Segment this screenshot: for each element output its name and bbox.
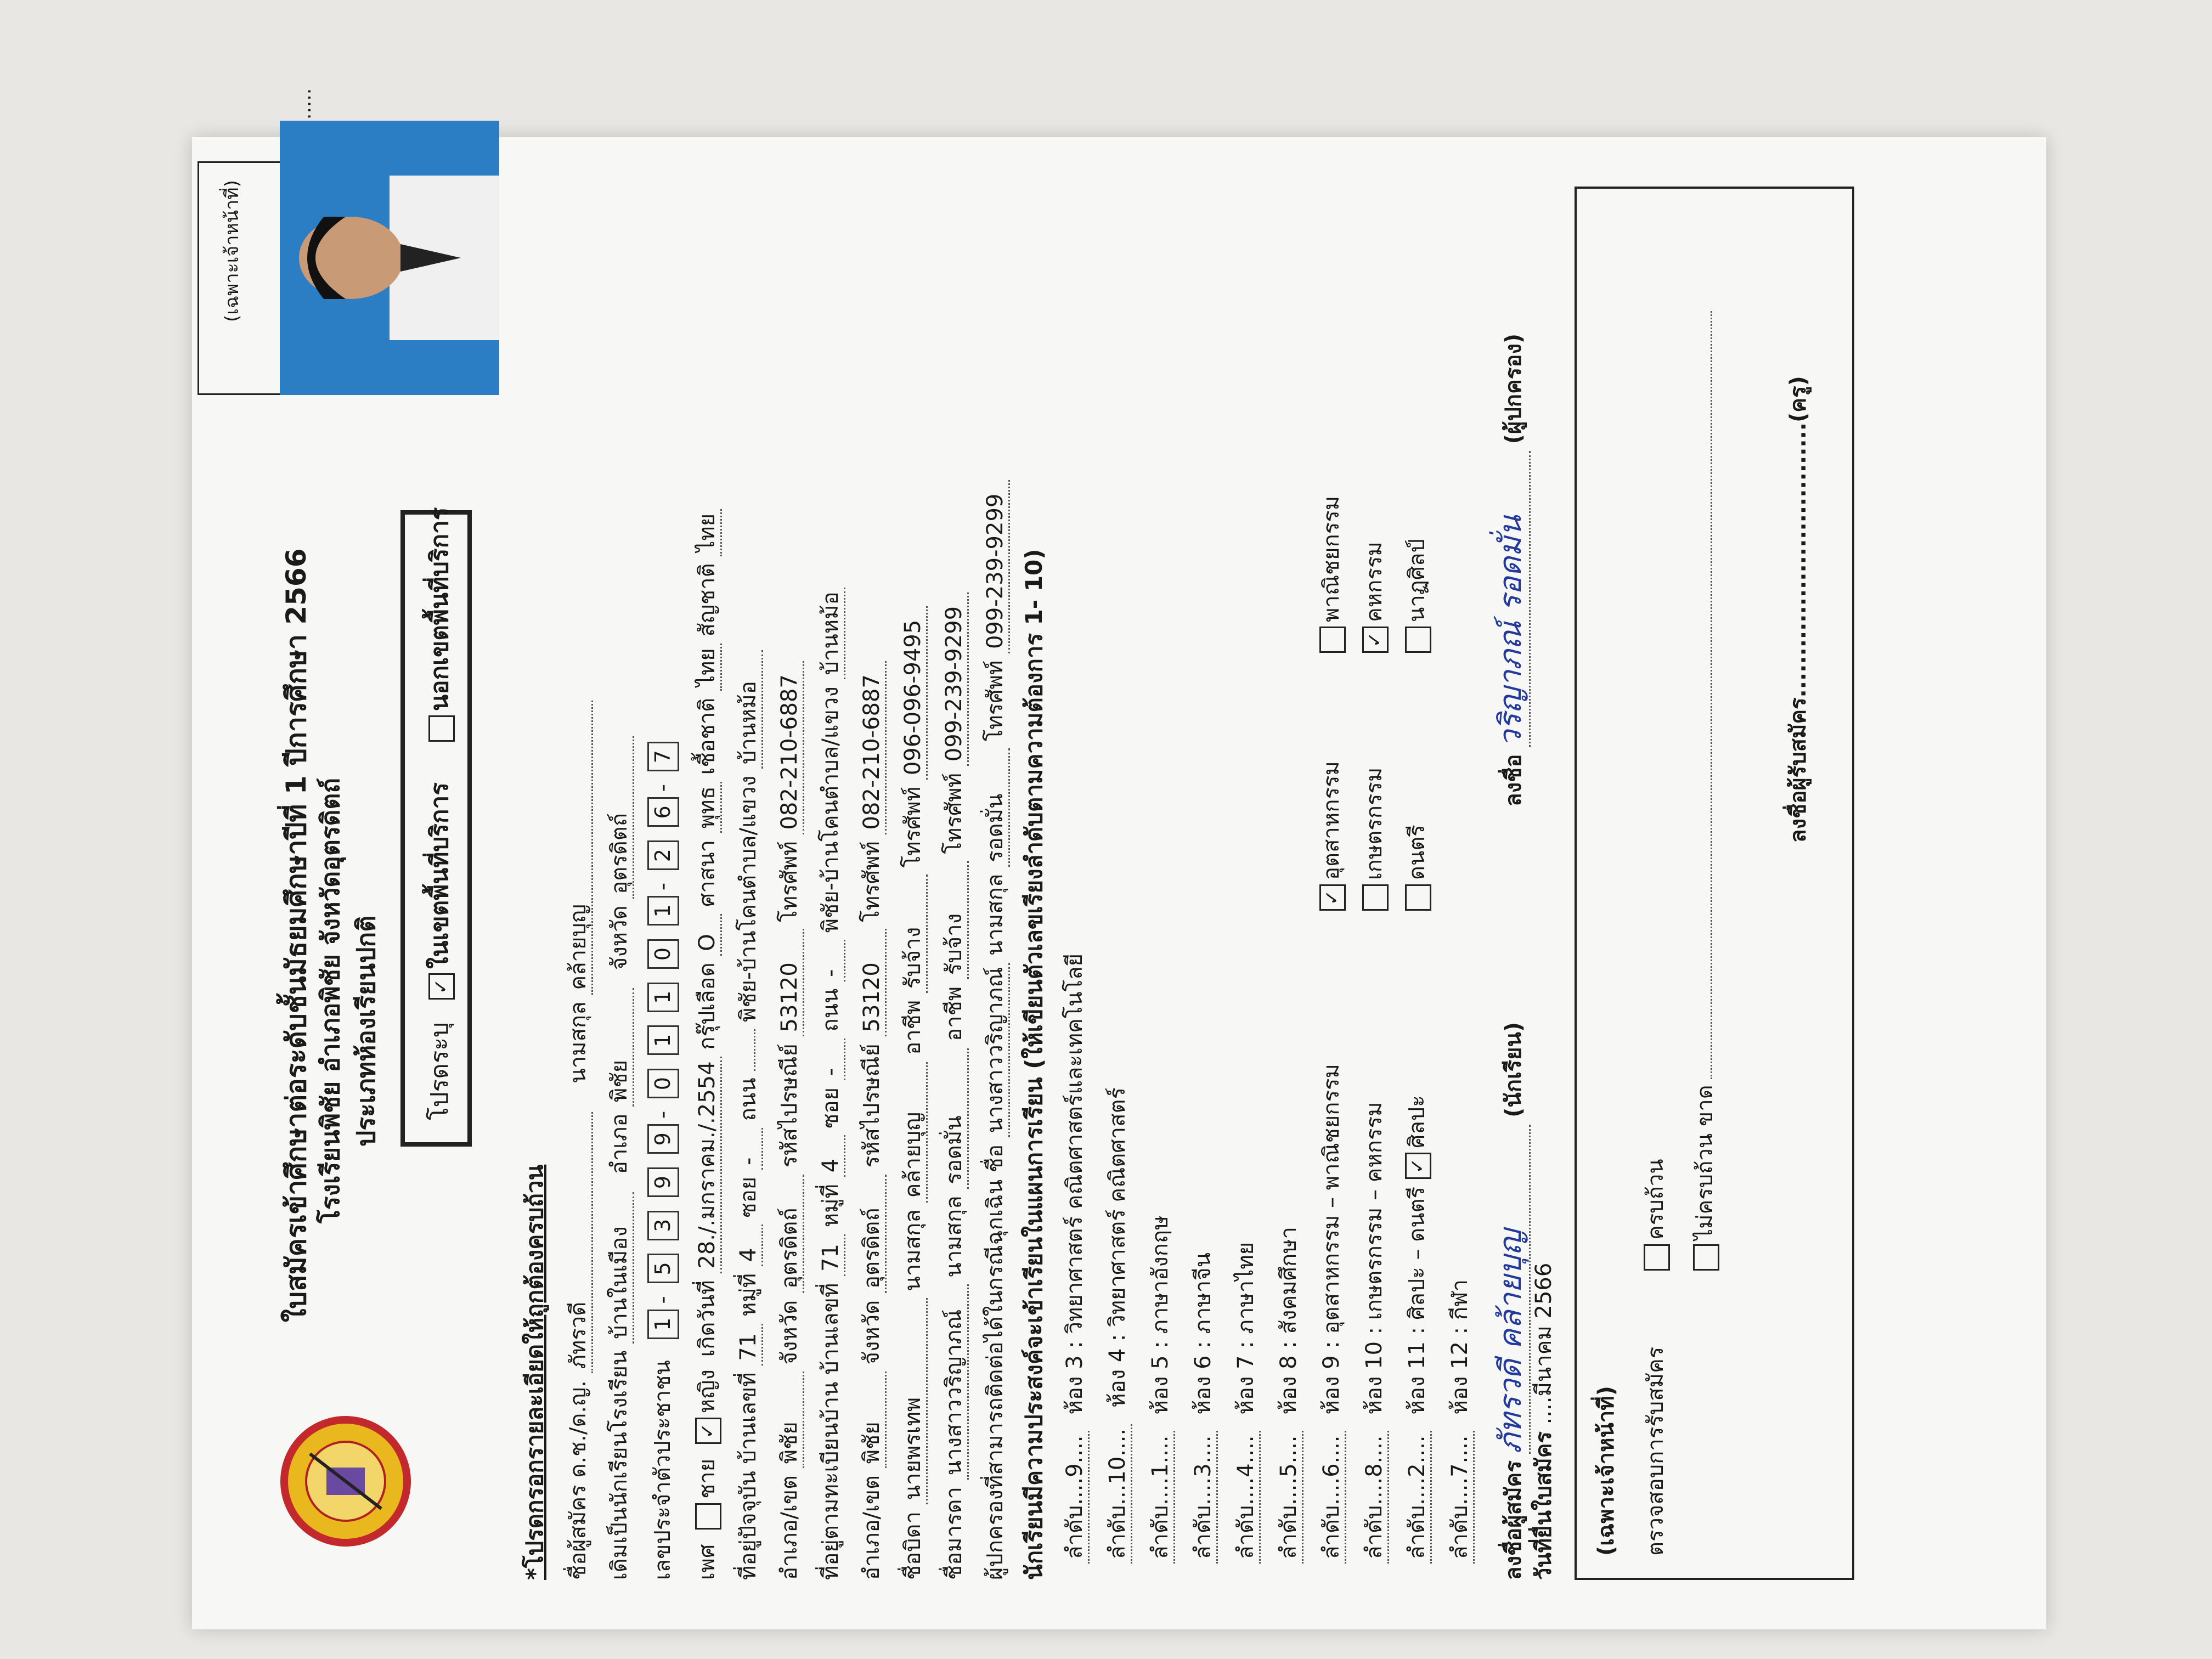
blood-field[interactable]: O <box>694 914 722 956</box>
rank-number[interactable]: ลำดับ....8.... <box>1361 1431 1389 1564</box>
complete-checkbox[interactable] <box>1644 1244 1670 1271</box>
rank-list <box>1062 953 1489 1564</box>
father-label: ชื่อบิดา <box>900 1511 926 1580</box>
option-checkbox[interactable] <box>1362 884 1389 911</box>
reg-address-label: ที่อยู่ตามทะเบียนบ้าน บ้านเลขที่ <box>818 1283 843 1580</box>
rank-number[interactable]: ลำดับ...10.... <box>1104 1424 1132 1564</box>
incomplete-checkbox[interactable] <box>1693 1244 1719 1271</box>
incomplete-option[interactable] <box>1692 311 1719 1271</box>
mother-label: ชื่อมารดา <box>941 1487 967 1580</box>
guardian-field[interactable]: นางสาววริญาภณ์ <box>982 963 1010 1138</box>
guardian-surname-field[interactable]: รอดมั่น <box>982 748 1010 867</box>
province2-label: จังหวัด <box>777 1300 802 1365</box>
sex-row <box>694 509 722 1580</box>
incomplete-label: ไม่ครบถ้วน ขาด <box>1692 1085 1718 1240</box>
applicant-signature-row <box>1492 1022 1531 1580</box>
paper-sheet <box>192 137 2046 1629</box>
school-seal-icon <box>280 1415 411 1547</box>
father-surname-label: นามสกุล <box>900 1209 926 1291</box>
amphoe-field[interactable]: พิชัย <box>606 988 634 1107</box>
date-field[interactable]: ....มีนาคม 2566 <box>1531 1262 1556 1425</box>
mother-field[interactable]: นางสาววริญาภณ์ <box>941 1284 969 1480</box>
house-no-field[interactable]: 71 <box>735 1324 763 1365</box>
option-label: อุตสาหกรรม <box>1319 761 1344 880</box>
option-label: นาฏศิลป์ <box>1404 539 1430 622</box>
rank-label: ห้อง 6 : ภาษาจีน <box>1190 1252 1216 1415</box>
option-commerce[interactable] <box>1318 496 1346 653</box>
rank-item <box>1104 953 1147 1564</box>
in-area-checkbox[interactable]: ✓ <box>428 973 455 1000</box>
rank-number[interactable]: ลำดับ....3.... <box>1190 1431 1218 1564</box>
rank-label: ห้อง 4 : วิทยาศาสตร์ คณิตศาสตร์ <box>1105 1087 1130 1408</box>
rank-number[interactable]: ลำดับ....6.... <box>1318 1431 1346 1564</box>
phone-field[interactable]: 082-210-6887 <box>776 661 804 834</box>
mother-surname-label: นามสกุล <box>941 1195 967 1278</box>
reg-road-field[interactable]: - <box>817 940 845 981</box>
school-label: เดิมเป็นนักเรียนโรงเรียน <box>607 1350 632 1580</box>
id-digit[interactable]: 6 <box>647 797 679 827</box>
male-checkbox[interactable] <box>695 1503 721 1530</box>
rank-item <box>1276 953 1318 1564</box>
birth-date-field[interactable]: 28./.มกราคม./.2554 <box>694 1057 722 1273</box>
district-field[interactable]: พิชัย <box>776 1372 804 1468</box>
guardian-surname-label: นามสกุล <box>983 873 1008 956</box>
id-digit[interactable]: 1 <box>647 896 679 926</box>
id-row: เลขประจำตัวประชาชน 1- 5 3 9 9- 0 1 1 0 1- 2 6- 7 <box>647 738 679 1580</box>
art-checkbox[interactable]: ✓ <box>1405 1153 1431 1179</box>
id-label: เลขประจำตัวประชาชน <box>650 1360 675 1580</box>
complete-option[interactable] <box>1643 1159 1670 1271</box>
male-label: ชาย <box>695 1458 720 1499</box>
id-digit[interactable]: 9 <box>647 1124 679 1154</box>
mother-phone-label: โทรศัพท์ <box>941 772 967 854</box>
name-label: ชื่อผู้สมัคร ด.ช./ด.ญ. <box>566 1380 591 1580</box>
tambon-field[interactable]: บ้านหม้อ <box>735 650 763 769</box>
reg-district-field[interactable]: พิชัย <box>859 1372 887 1468</box>
reg-moo-label: หมู่ที่ <box>818 1184 843 1228</box>
guardian-signature-row <box>1492 334 1531 806</box>
out-area-option[interactable] <box>426 507 455 742</box>
road-label: ถนน <box>736 1077 761 1121</box>
rank-label: ห้อง 12 : กีฬา <box>1447 1279 1472 1415</box>
reg-address-row <box>817 588 845 1580</box>
postal-field[interactable]: 53120 <box>776 929 804 1036</box>
soi-label: ซอย <box>736 1176 761 1218</box>
phone-label: โทรศัพท์ <box>777 841 802 922</box>
father-field[interactable]: นายพรเทพ <box>900 1298 928 1504</box>
address-row <box>735 650 763 1580</box>
province-label: จังหวัด <box>607 905 632 970</box>
guardian-phone-field[interactable]: 099-239-9299 <box>982 480 1010 653</box>
rank-number[interactable]: ลำดับ....7.... <box>1447 1431 1475 1564</box>
reg-tambon-field[interactable]: บ้านหม้อ <box>817 588 845 680</box>
religion-label: ศาสนา <box>695 839 720 907</box>
tambon-label: พิชัย-บ้านโคนตำบล/แขวง <box>736 775 761 1022</box>
race-field[interactable]: ไทย <box>694 644 722 691</box>
father-job-label: อาชีพ <box>900 1000 926 1055</box>
amphoe-label: อำเภอ <box>607 1113 632 1175</box>
officer-section <box>1575 187 1854 1580</box>
reg-soi-field[interactable]: - <box>817 1039 845 1080</box>
ranking-heading: นักเรียนมีความประสงค์จะเข้าเรียนในแผนการเรียน (ให้เขียนตัวเลขเรียงลำดับตามความต้องการ 1- 10) <box>1020 549 1047 1580</box>
guardian-phone-label: โทรศัพท์ <box>983 660 1008 742</box>
school-row <box>606 736 634 1580</box>
class-type: ประเภทห้องเรียนปกติ <box>351 915 381 1147</box>
rank-label: ห้อง 9 : อุตสาหกรรม – พาณิชยกรรม <box>1319 1064 1344 1415</box>
officer-title: (เฉพาะเจ้าหน้าที่) <box>1594 1386 1619 1556</box>
art-label: ศิลปะ <box>1404 1095 1430 1149</box>
school-line: โรงเรียนพิชัย อำเภอพิชัย จังหวัดอุตรดิตถ์ <box>315 777 345 1223</box>
father-phone-label: โทรศัพท์ <box>900 786 926 868</box>
first-name-field[interactable]: ภัทรวดี <box>565 1112 593 1373</box>
id-digit[interactable]: 3 <box>647 1211 679 1240</box>
female-checkbox[interactable]: ✓ <box>695 1418 721 1444</box>
option-label: ดนตรี <box>1404 825 1430 880</box>
rank-item <box>1361 953 1404 1564</box>
option-label: พาณิชยกรรม <box>1319 495 1344 622</box>
father-surname-field[interactable]: คล้ายบุญ <box>900 1062 928 1203</box>
road-field[interactable] <box>754 1029 755 1071</box>
option-industry[interactable] <box>1318 761 1346 911</box>
reg-phone-label: โทรศัพท์ <box>859 841 884 922</box>
name-row <box>565 701 593 1580</box>
in-area-label: ในเขตพื้นที่บริการ <box>426 782 454 969</box>
option-music[interactable] <box>1404 825 1431 911</box>
birth-label: เกิดวันที่ <box>695 1280 720 1357</box>
reg-soi-label: ซอย <box>818 1087 843 1128</box>
father-job-field[interactable]: รับจ้าง <box>900 874 928 993</box>
applicant-role: (นักเรียน) <box>1501 1022 1526 1118</box>
id-digit[interactable]: 0 <box>647 939 679 969</box>
reg-road-label: ถนน <box>818 988 843 1032</box>
moo-field[interactable]: 4 <box>735 1224 763 1266</box>
religion-field[interactable]: พุทธ <box>694 782 722 833</box>
id-digit[interactable]: 1 <box>647 1025 679 1055</box>
postal-label: รหัสไปรษณีย์ <box>777 1043 802 1168</box>
application-form <box>192 137 2046 1629</box>
rank-item <box>1233 953 1276 1564</box>
applicant-signature: ภัทรวดี คล้ายบุญ <box>1492 1125 1531 1454</box>
out-area-checkbox[interactable] <box>428 715 455 742</box>
reg-moo-field[interactable]: 4 <box>817 1135 845 1177</box>
option-dance[interactable] <box>1404 539 1431 653</box>
district-label: อำเภอ/เขต <box>777 1475 802 1580</box>
id-digit[interactable]: 5 <box>647 1254 679 1283</box>
blood-label: กรุ๊ปเลือด <box>695 962 720 1050</box>
option-checkbox[interactable] <box>1405 627 1431 653</box>
in-area-option[interactable] <box>426 782 455 1000</box>
father-row <box>900 606 928 1580</box>
rank-number[interactable]: ลำดับ....5.... <box>1276 1431 1304 1564</box>
rank-number[interactable]: ลำดับ....2.... <box>1404 1431 1432 1564</box>
rank-label: ห้อง 3 : วิทยาศาสตร์ คณิตศาสตร์และเทคโนโลยี <box>1062 953 1087 1415</box>
surname-field[interactable]: คล้ายบุญ <box>565 701 593 995</box>
reg-postal-field[interactable]: 53120 <box>859 929 887 1036</box>
nationality-field[interactable]: ไทย <box>694 509 722 556</box>
rank-item <box>1062 953 1104 1564</box>
mother-job-label: อาชีพ <box>941 986 967 1041</box>
address-label: ที่อยู่ปัจจุบัน บ้านเลขที่ <box>736 1372 761 1580</box>
check-label: ตรวจสอบการรับสมัคร <box>1643 1346 1668 1556</box>
rank-item <box>1404 953 1447 1564</box>
option-label: เกษตรกรรม <box>1362 767 1387 880</box>
reg-tambon-label: พิชัย-บ้านโคนตำบล/แขวง <box>818 686 843 933</box>
reg-district-row <box>859 661 887 1580</box>
id-digit[interactable]: 2 <box>647 840 679 870</box>
reg-phone-field[interactable]: 082-210-6887 <box>859 661 887 834</box>
guardian-sign-label: ลงชื่อ <box>1501 754 1526 806</box>
reg-province-label: จังหวัด <box>859 1300 884 1365</box>
father-phone-field[interactable]: 096-096-9495 <box>900 606 928 780</box>
rank-label: ห้อง 11 : ศิลปะ – ดนตรี <box>1404 1187 1430 1415</box>
option-checkbox[interactable] <box>1319 627 1346 653</box>
soi-field[interactable]: - <box>735 1128 763 1170</box>
province2-field[interactable]: อุตรดิตถ์ <box>776 1175 804 1293</box>
officer-only-label: (เฉพาะเจ้าหน้าที่) <box>221 180 243 322</box>
sex-label: เพศ <box>695 1544 720 1580</box>
id-digit[interactable]: 9 <box>647 1167 679 1197</box>
area-choice-box <box>400 507 472 1147</box>
guardian-role: (ผู้ปกครอง) <box>1501 333 1526 444</box>
rank-number[interactable]: ลำดับ....1.... <box>1147 1431 1175 1564</box>
id-digit[interactable]: 1 <box>647 983 679 1012</box>
out-area-label: นอกเขตพื้นที่บริการ <box>426 507 454 711</box>
date-label: วันที่ยื่นใบสมัคร <box>1531 1431 1556 1580</box>
applicant-sign-label: ลงชื่อผู้สมัคร <box>1501 1460 1526 1580</box>
id-digit[interactable]: 0 <box>647 1069 679 1098</box>
id-digit[interactable]: 1 <box>647 1310 679 1339</box>
option-checkbox[interactable]: ✓ <box>1319 884 1346 911</box>
surname-label: นามสกุล <box>566 1001 591 1084</box>
option-checkbox[interactable] <box>1405 884 1431 911</box>
option-label: คหกรรม <box>1362 541 1387 622</box>
option-agriculture[interactable] <box>1361 768 1389 911</box>
province-field[interactable]: อุตรดิตถ์ <box>606 736 634 899</box>
date-row <box>1531 1263 1557 1580</box>
rank-item <box>1447 953 1489 1564</box>
rank-number[interactable]: ลำดับ....4.... <box>1233 1431 1261 1564</box>
mother-job-field[interactable]: รับจ้าง <box>941 861 969 979</box>
area-prompt: โปรดระบุ <box>426 1022 454 1120</box>
guardian-label: ผู้ปกครองที่สามารถติดต่อได้ในกรณีฉุกเฉิน ชื่อ <box>983 1144 1008 1580</box>
rank-item <box>1190 953 1233 1564</box>
rank-label: ห้อง 5 : ภาษาอังกฤษ <box>1148 1215 1173 1415</box>
receiver-signature: ลงชื่อผู้รับสมัคร.................................(ครู) <box>1786 376 1811 843</box>
student-photo <box>280 121 499 395</box>
reg-postal-label: รหัสไปรษณีย์ <box>859 1043 884 1168</box>
rank-label: ห้อง 10 : เกษตรกรรม – คหกรรม <box>1362 1102 1387 1415</box>
guardian-row <box>982 480 1010 1580</box>
rank-label: ห้อง 7 : ภาษาไทย <box>1233 1242 1259 1415</box>
reg-house-no-field[interactable]: 71 <box>817 1234 845 1276</box>
district-row <box>776 661 804 1580</box>
mother-phone-field[interactable]: 099-239-9299 <box>941 592 969 766</box>
rank-item <box>1318 953 1361 1564</box>
id-digit[interactable]: 7 <box>647 742 679 771</box>
rank-item <box>1147 953 1190 1564</box>
reg-district-label: อำเภอ/เขต <box>859 1475 884 1580</box>
instructions: *โปรดกรอกรายละเอียดให้ถูกต้องครบถ้วน <box>521 1164 548 1580</box>
mother-surname-field[interactable]: รอดมั่น <box>941 1048 969 1189</box>
school-field[interactable]: บ้านในเมือง <box>606 1192 634 1344</box>
option-checkbox[interactable]: ✓ <box>1362 627 1389 653</box>
option-home-economics[interactable] <box>1361 541 1389 653</box>
reg-province-field[interactable]: อุตรดิตถ์ <box>859 1175 887 1293</box>
mother-row <box>941 592 969 1580</box>
rank-label: ห้อง 8 : สังคมศึกษา <box>1276 1226 1301 1415</box>
form-title: ใบสมัครเข้าศึกษาต่อระดับชั้นมัธยมศึกษาปีที่ 1 ปีการศึกษา 2566 <box>280 548 312 1322</box>
nationality-label: สัญชาติ <box>695 563 720 637</box>
moo-label: หมู่ที่ <box>736 1273 761 1317</box>
race-label: เชื้อชาติ <box>695 697 720 775</box>
guardian-signature: วริญาภณ์ รอดมั่น <box>1492 451 1531 747</box>
rank-number[interactable]: ลำดับ....9.... <box>1062 1431 1090 1564</box>
complete-label: ครบถ้วน <box>1643 1159 1668 1240</box>
female-label: หญิง <box>695 1369 720 1414</box>
